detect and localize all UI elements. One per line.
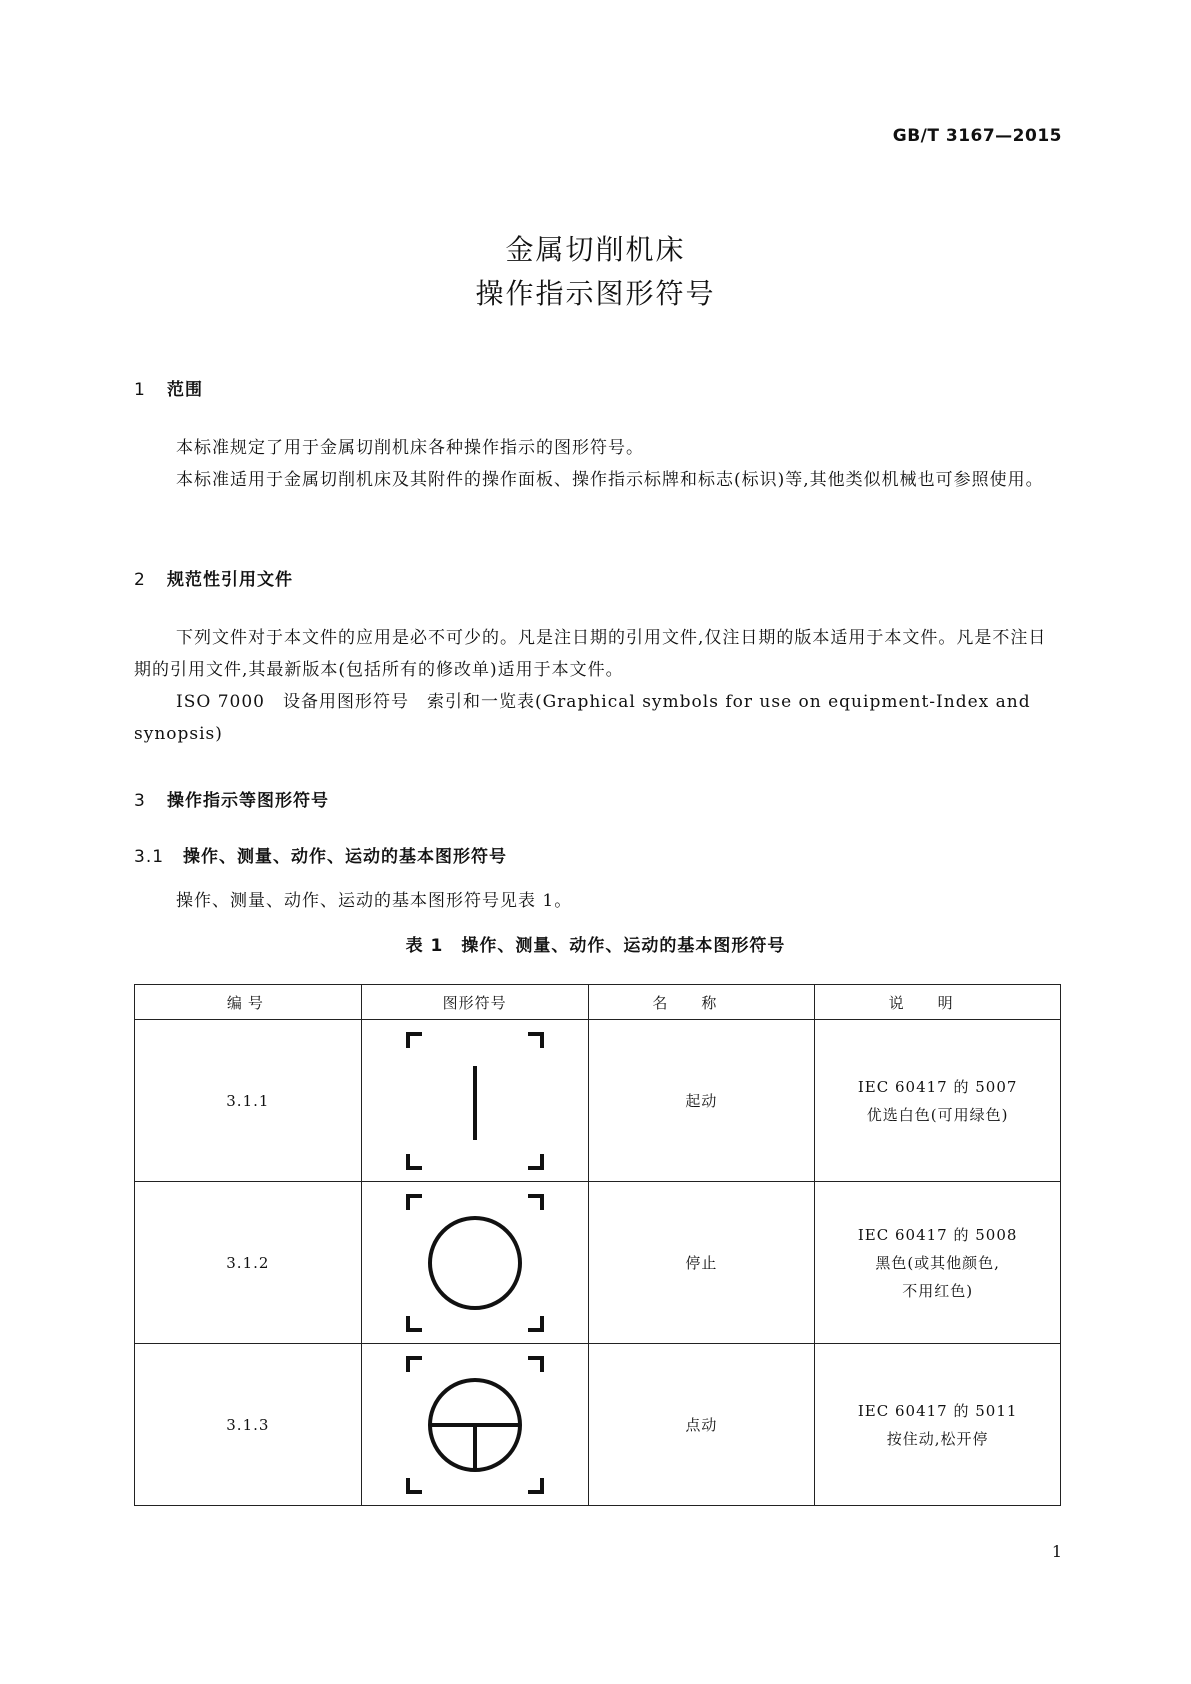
- row-description-line2: 黑色(或其他颜色,: [875, 1253, 1000, 1272]
- header-code: 编号: [135, 985, 362, 1020]
- row-code: 3.1.2: [135, 1182, 362, 1344]
- start-line-icon: [400, 1026, 550, 1176]
- section-1-paragraph-1: 本标准规定了用于金属切削机床各种操作指示的图形符号。: [176, 438, 644, 458]
- row-description-line1: IEC 60417 的 5007: [857, 1077, 1018, 1096]
- section-3-heading: [134, 786, 329, 811]
- symbol-table: [134, 984, 1061, 1506]
- section-3-title: 操作指示等图形符号: [167, 791, 329, 811]
- section-3-1-title: 操作、测量、动作、运动的基本图形符号: [183, 847, 507, 867]
- header-name: 名称: [588, 985, 815, 1020]
- section-2-paragraph-2: ISO 7000 设备用图形符号 索引和一览表(Graphical symbols for use on equipment-Index and synopsis): [134, 692, 1031, 744]
- row-symbol-cell: [361, 1344, 588, 1506]
- section-1-paragraph-2: 本标准适用于金属切削机床及其附件的操作面板、操作指示标牌和标志(标识)等,其他类似机械也可参照使用。: [176, 470, 1044, 490]
- row-description: [815, 1344, 1061, 1506]
- section-1-number: 1: [134, 380, 146, 400]
- stop-circle-icon: [400, 1188, 550, 1338]
- header-symbol: 图形符号: [361, 985, 588, 1020]
- section-2-heading: [134, 565, 293, 590]
- row-description-line2: 按住动,松开停: [886, 1429, 989, 1448]
- section-1-title: 范围: [167, 380, 203, 400]
- section-1-heading: [134, 375, 203, 400]
- section-3-1-number: 3.1: [134, 847, 165, 867]
- section-2-number: 2: [134, 570, 146, 590]
- row-code: 3.1.3: [135, 1344, 362, 1506]
- section-2-title: 规范性引用文件: [167, 570, 293, 590]
- section-3-1-heading: [134, 842, 507, 867]
- row-description-line1: IEC 60417 的 5008: [857, 1225, 1018, 1244]
- row-description-line3: 不用红色): [902, 1281, 974, 1300]
- table-row: [135, 1344, 1061, 1506]
- row-name: 停止: [588, 1182, 815, 1344]
- standard-code: GB/T 3167—2015: [892, 126, 1062, 146]
- document-title-line2: 操作指示图形符号: [475, 277, 716, 310]
- row-description-line1: IEC 60417 的 5011: [857, 1401, 1018, 1420]
- table-row: [135, 1020, 1061, 1182]
- document-title-line1: 金属切削机床: [505, 233, 686, 266]
- jog-circle-icon: [400, 1350, 550, 1500]
- header-description: 说明: [815, 985, 1061, 1020]
- row-symbol-cell: [361, 1020, 588, 1182]
- section-3-number: 3: [134, 791, 146, 811]
- row-description: [815, 1020, 1061, 1182]
- row-description: [815, 1182, 1061, 1344]
- section-2-paragraph-1: 下列文件对于本文件的应用是必不可少的。凡是注日期的引用文件,仅注日期的版本适用于本文件。凡是不注日期的引用文件,其最新版本(包括所有的修改单)适用于本文件。: [134, 628, 1047, 680]
- row-name: 点动: [588, 1344, 815, 1506]
- row-code: 3.1.1: [135, 1020, 362, 1182]
- row-name: 起动: [588, 1020, 815, 1182]
- page-number: 1: [1051, 1542, 1062, 1561]
- table-row: [135, 1182, 1061, 1344]
- row-symbol-cell: [361, 1182, 588, 1344]
- table-header-row: [135, 985, 1061, 1020]
- row-description-line2: 优选白色(可用绿色): [866, 1105, 1009, 1124]
- table-caption: 表 1 操作、测量、动作、运动的基本图形符号: [405, 936, 786, 956]
- section-3-1-paragraph: 操作、测量、动作、运动的基本图形符号见表 1。: [176, 891, 573, 911]
